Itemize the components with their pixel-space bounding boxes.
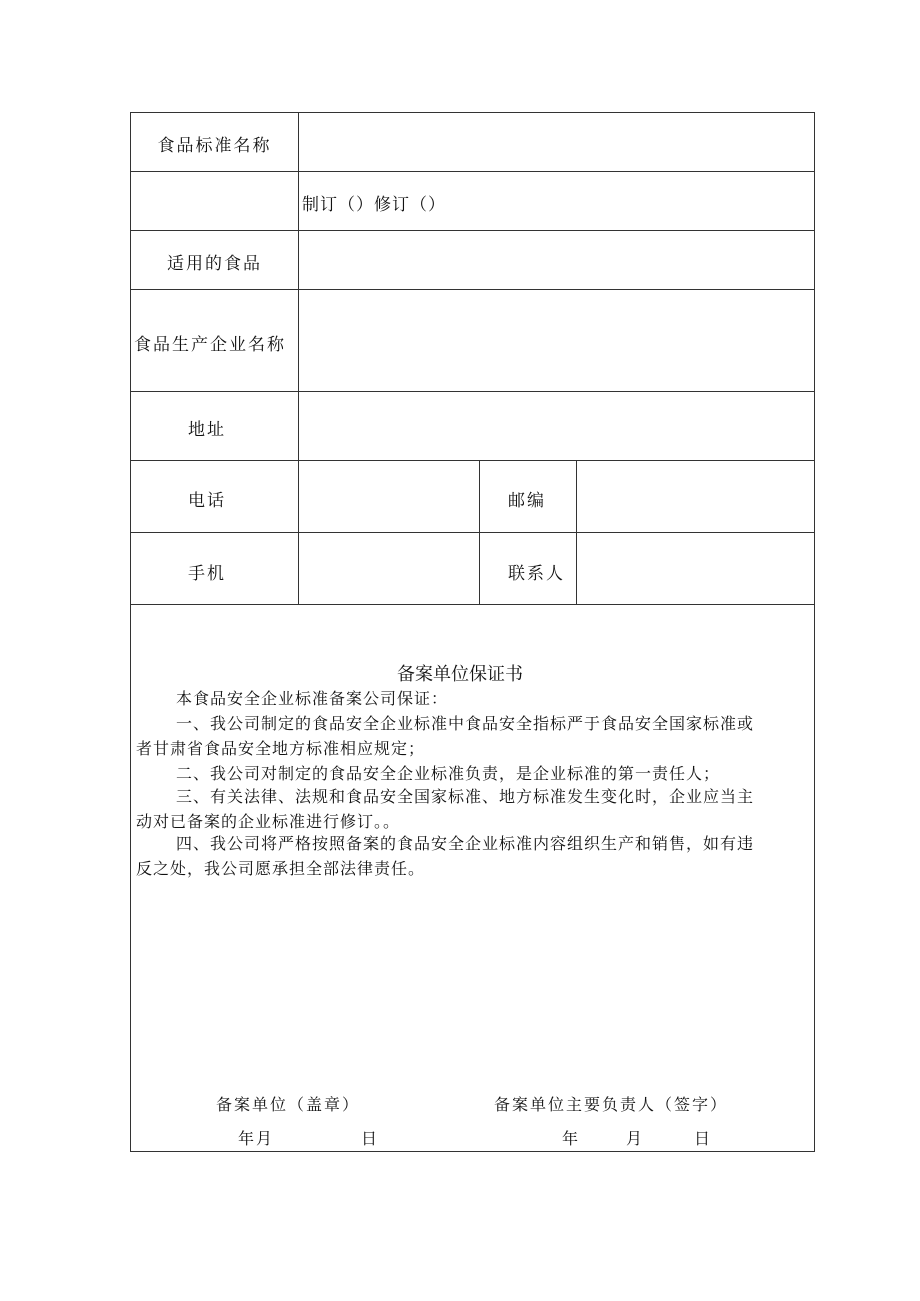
unit-seal-label: 备案单位（盖章） <box>216 1095 361 1114</box>
guarantee-item-3: 三、有关法律、法规和食品安全国家标准、地方标准发生变化时，企业应当主 动对已备案的企业标准进行修订。。 <box>136 787 755 831</box>
standard-name-label: 食品标准名称 <box>157 136 272 156</box>
company-name-field[interactable] <box>299 290 814 391</box>
column-divider <box>479 460 480 605</box>
applicable-food-label: 适用的食品 <box>167 254 262 274</box>
applicable-food-field[interactable] <box>299 231 814 289</box>
guarantee-item-2: 二、我公司对制定的食品安全企业标准负责，是企业标准的第一责任人； <box>176 764 721 783</box>
row-divider <box>130 604 815 605</box>
right-year: 年 <box>562 1129 581 1148</box>
right-day: 日 <box>694 1129 713 1148</box>
address-field[interactable] <box>299 392 814 460</box>
left-day: 日 <box>361 1129 380 1148</box>
phone-field[interactable] <box>299 461 479 532</box>
right-month: 月 <box>626 1129 645 1148</box>
guarantee-intro: 本食品安全企业标准备案公司保证： <box>176 689 449 708</box>
table-border-bottom <box>130 1151 815 1152</box>
phone-label: 电话 <box>188 491 226 511</box>
postcode-field[interactable] <box>577 461 814 532</box>
left-year-month: 年月 <box>238 1129 275 1148</box>
mobile-label: 手机 <box>188 564 226 584</box>
contact-label: 联系人 <box>508 564 565 584</box>
guarantee-item-1: 一、我公司制定的食品安全企业标准中食品安全指标严于食品安全国家标准或 者甘肃省食品安全地方标准相应规定； <box>136 714 755 758</box>
guarantee-item-4: 四、我公司将严格按照备案的食品安全企业标准内容组织生产和销售，如有违 反之处，我公司愿承担全部法律责任。 <box>136 834 755 878</box>
standard-name-field[interactable] <box>299 113 814 171</box>
guarantee-title: 备案单位保证书 <box>397 664 523 685</box>
responsible-sign-label: 备案单位主要负责人（签字） <box>494 1095 729 1114</box>
table-border-right <box>814 112 815 1152</box>
mobile-field[interactable] <box>299 533 479 604</box>
revision-option[interactable]: 制订（）修订（） <box>302 195 446 215</box>
postcode-label: 邮编 <box>508 491 546 511</box>
address-label: 地址 <box>188 420 226 440</box>
row-divider <box>130 171 815 172</box>
contact-field[interactable] <box>577 533 814 604</box>
company-name-label: 食品生产企业名称 <box>134 335 286 355</box>
